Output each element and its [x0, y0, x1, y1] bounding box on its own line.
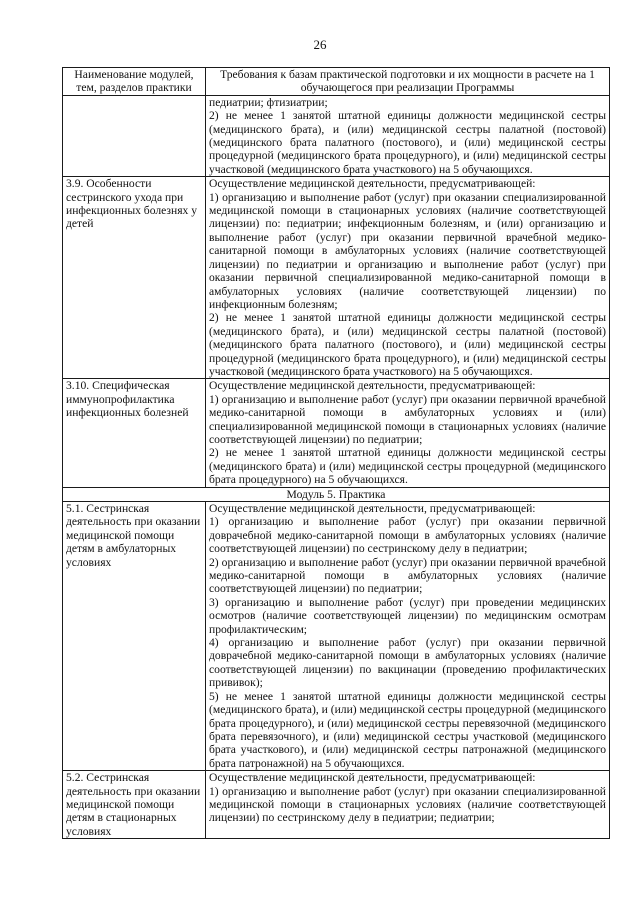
header-requirements: Требования к базам практической подготовки и их мощности в расчете на 1 обучающегося при реализации Программы	[206, 68, 610, 96]
table-row-3-10	[63, 379, 610, 487]
requirement-line: 2) не менее 1 занятой штатной единицы должности медицинской сестры (медицинского брата) и (или) медицинской сестры процедурной (медицинского брата процедурного) на 5 обучающихся.	[209, 446, 606, 487]
requirement-line: Осуществление медицинской деятельности, предусматривающей:	[209, 502, 536, 515]
requirement-line: 4) организацию и выполнение работ (услуг) при оказании первичной доврачебной медико-санитарной помощи в амбулаторных условиях (наличие соответствующей лицензии) по вакцинации (проведению профилактических прививок);	[209, 636, 606, 690]
requirement-line: Осуществление медицинской деятельности, предусматривающей:	[209, 177, 536, 191]
requirement-line: педиатрии; фтизиатрии;	[209, 95, 328, 109]
table-row-5-2	[63, 771, 610, 839]
requirements-cell	[206, 177, 610, 379]
requirements-cell	[206, 379, 610, 487]
requirement-line: Осуществление медицинской деятельности, предусматривающей:	[209, 771, 536, 785]
requirement-line: 1) организацию и выполнение работ (услуг) при оказании первичной доврачебной медико-санитарной помощи в амбулаторных условиях (наличие соответствующей лицензии) по сестринскому делу в педиатрии;	[209, 515, 606, 556]
page-number: 26	[313, 37, 327, 52]
section-title: 3.9. Особенности сестринского ухода при инфекционных болезнях у детей	[63, 177, 206, 379]
section-title: 5.2. Сестринская деятельность при оказании медицинской помощи детям в стационарных условиях	[63, 771, 206, 839]
requirements-cell	[206, 502, 610, 771]
requirement-line: 1) организацию и выполнение работ (услуг) при оказании специализированной медицинской помощи в стационарных условиях (наличие соответствующей лицензии) по сестринскому делу в педиатрии; педиатрии;	[209, 784, 606, 825]
requirement-line: Осуществление медицинской деятельности, предусматривающей:	[209, 379, 536, 393]
requirements-cell	[206, 95, 610, 176]
requirement-line: 2) не менее 1 занятой штатной единицы должности медицинской сестры (медицинского брата), и (или) медицинской сестры палатной (постовой) (медицинского брата палатного (постового), и (или) медицинской сестры процедурной (медицинского брата процедурного), и (или) медицинской сестры участковой (медицинского брата участкового) на 5 обучающихся.	[209, 311, 606, 378]
requirement-line: 2) не менее 1 занятой штатной единицы должности медицинской сестры (медицинского брата), и (или) медицинской сестры палатной (постовой) (медицинского брата палатного (постового), и (или) медицинской сестры процедурной (медицинского брата процедурного), и (или) медицинской сестры участковой (медицинского брата участкового) на 5 обучающихся.	[209, 109, 606, 176]
requirement-line: 1) организацию и выполнение работ (услуг) при оказании первичной врачебной медико-санитарной помощи в амбулаторных условиях и (или) специализированной медицинской помощи в стационарных условиях (наличие соответствующей лицензии) по педиатрии;	[209, 392, 606, 446]
section-title: 5.1. Сестринская деятельность при оказании медицинской помощи детям в амбулаторных условиях	[63, 502, 206, 771]
table-row-continuation	[63, 95, 610, 176]
module-header-row	[63, 487, 610, 501]
requirement-line: 2) организацию и выполнение работ (услуг) при оказании первичной врачебной медико-санитарной помощи в амбулаторных условиях (наличие соответствующей лицензии) по педиатрии;	[209, 555, 606, 596]
requirements-table	[62, 67, 610, 839]
requirements-cell	[206, 771, 610, 839]
table-row-5-1	[63, 502, 610, 771]
requirement-line: 3) организацию и выполнение работ (услуг) при проведении медицинских осмотров (наличие соответствующей лицензии) по медицинским осмотрам профилактическим;	[209, 595, 606, 636]
header-module-name: Наименование модулей, тем, разделов практики	[63, 68, 206, 96]
empty-name-cell	[63, 95, 206, 176]
requirement-line: 5) не менее 1 занятой штатной единицы должности медицинской сестры (медицинского брата), и (или) медицинской сестры процедурной (медицинского брата процедурного), и (или) медицинской сестры перевязочной (медицинского брата перевязочного), и (или) медицинской сестры участковой (медицинского брата участкового), и (или) медицинской сестры патронажной (медицинского брата патронажной) на 5 обучающихся.	[209, 689, 606, 770]
table-header-row	[63, 68, 610, 96]
section-title: 3.10. Специфическая иммунопрофилактика инфекционных болезней	[63, 379, 206, 487]
table-row-3-9	[63, 177, 610, 379]
requirement-line: 1) организацию и выполнение работ (услуг) при оказании специализированной медицинской помощи в стационарных условиях (наличие соответствующей лицензии) по: педиатрии; инфекционным болезням, и (или) организацию и выполнение работ (услуг) при оказании первичной врачебной медико-санитарной помощи в амбулаторных условиях (наличие соответствующей лицензии) по педиатрии и организацию и выполнение работ (услуг) при оказании первичной специализированной медико-санитарной помощи в амбулаторных условиях (наличие соответствующей лицензии) по инфекционным болезням;	[209, 190, 606, 311]
module-title: Модуль 5. Практика	[63, 487, 610, 501]
